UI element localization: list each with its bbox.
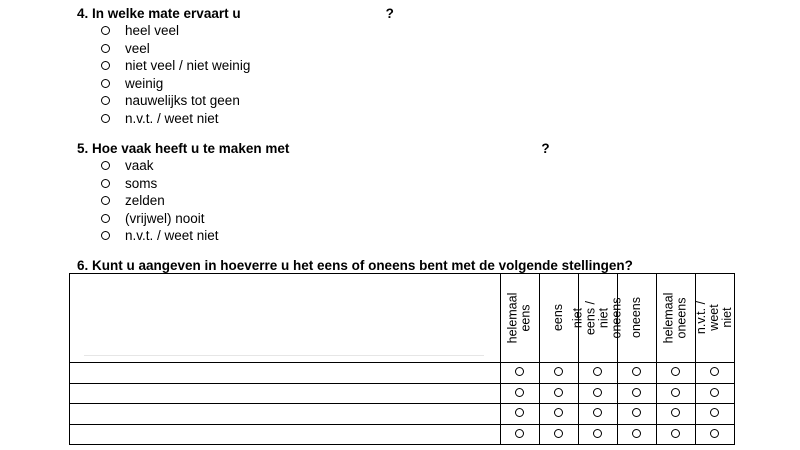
radio-button-icon[interactable]	[554, 429, 563, 438]
radio-button-icon[interactable]	[515, 408, 524, 417]
question-6-title	[77, 258, 633, 273]
radio-button-icon[interactable]	[632, 429, 641, 438]
column-header-3	[570, 273, 624, 362]
radio-button-icon[interactable]	[101, 196, 110, 205]
radio-button-icon[interactable]	[515, 367, 524, 376]
question-4-title	[77, 6, 394, 21]
radio-button-icon[interactable]	[671, 429, 680, 438]
column-header-label: niet eens / niet oneens	[570, 296, 624, 338]
column-header-4	[617, 273, 656, 362]
q4-option-label: heel veel	[125, 23, 180, 38]
radio-button-icon[interactable]	[101, 61, 110, 70]
radio-button-icon[interactable]	[101, 44, 110, 53]
radio-button-icon[interactable]	[515, 388, 524, 397]
column-header-label: n.v.t. / weet niet	[694, 300, 734, 335]
radio-button-icon[interactable]	[593, 429, 602, 438]
radio-button-icon[interactable]	[101, 161, 110, 170]
question-5-mark: ?	[541, 141, 550, 156]
q4-option-label: nauwelijks tot geen	[125, 93, 240, 108]
radio-button-icon[interactable]	[101, 79, 110, 88]
radio-button-icon[interactable]	[593, 367, 602, 376]
question-5-title	[77, 141, 550, 156]
radio-button-icon[interactable]	[101, 214, 110, 223]
q5-option-label: zelden	[125, 193, 165, 208]
question-4-mark: ?	[385, 6, 394, 21]
redacted-statement-mark	[84, 355, 484, 356]
column-header-label: oneens	[629, 296, 644, 339]
q5-option-label: (vrijwel) nooit	[125, 210, 205, 226]
column-header-label: helemaal eens	[505, 292, 533, 343]
radio-button-icon[interactable]	[710, 367, 719, 376]
radio-button-icon[interactable]	[632, 408, 641, 417]
question-4-text: 4. In welke mate ervaart u	[77, 6, 241, 21]
radio-button-icon[interactable]	[593, 408, 602, 417]
column-header-1	[500, 273, 539, 362]
radio-button-icon[interactable]	[101, 114, 110, 123]
table-border-right	[734, 273, 735, 444]
radio-button-icon[interactable]	[671, 388, 680, 397]
question-5-text: 5. Hoe vaak heeft u te maken met	[77, 141, 290, 156]
radio-button-icon[interactable]	[632, 367, 641, 376]
radio-button-icon[interactable]	[554, 408, 563, 417]
radio-button-icon[interactable]	[554, 388, 563, 397]
radio-button-icon[interactable]	[671, 367, 680, 376]
radio-button-icon[interactable]	[101, 96, 110, 105]
column-header-6	[695, 273, 734, 362]
radio-button-icon[interactable]	[593, 388, 602, 397]
q5-option-label: vaak	[125, 158, 154, 173]
radio-button-icon[interactable]	[710, 388, 719, 397]
q4-option-label: n.v.t. / weet niet	[125, 110, 219, 126]
radio-button-icon[interactable]	[101, 179, 110, 188]
radio-button-icon[interactable]	[554, 367, 563, 376]
q5-option-label: soms	[125, 175, 158, 191]
radio-button-icon[interactable]	[671, 408, 680, 417]
radio-button-icon[interactable]	[101, 26, 110, 35]
radio-button-icon[interactable]	[710, 429, 719, 438]
radio-button-icon[interactable]	[632, 388, 641, 397]
question-6-text: 6. Kunt u aangeven in hoeverre u het eens of oneens bent met de volgende stellingen?	[77, 258, 633, 273]
radio-button-icon[interactable]	[515, 429, 524, 438]
q4-option-label: veel	[125, 40, 150, 56]
q4-option-label: niet veel / niet weinig	[125, 58, 251, 73]
radio-button-icon[interactable]	[101, 231, 110, 240]
q4-option-label: weinig	[125, 75, 164, 91]
column-header-label: helemaal oneens	[661, 292, 689, 343]
q5-option-label: n.v.t. / weet niet	[125, 228, 219, 243]
table-border-bottom	[69, 444, 735, 445]
column-header-5	[656, 273, 695, 362]
radio-button-icon[interactable]	[710, 408, 719, 417]
column-header-label: eens	[550, 303, 565, 332]
